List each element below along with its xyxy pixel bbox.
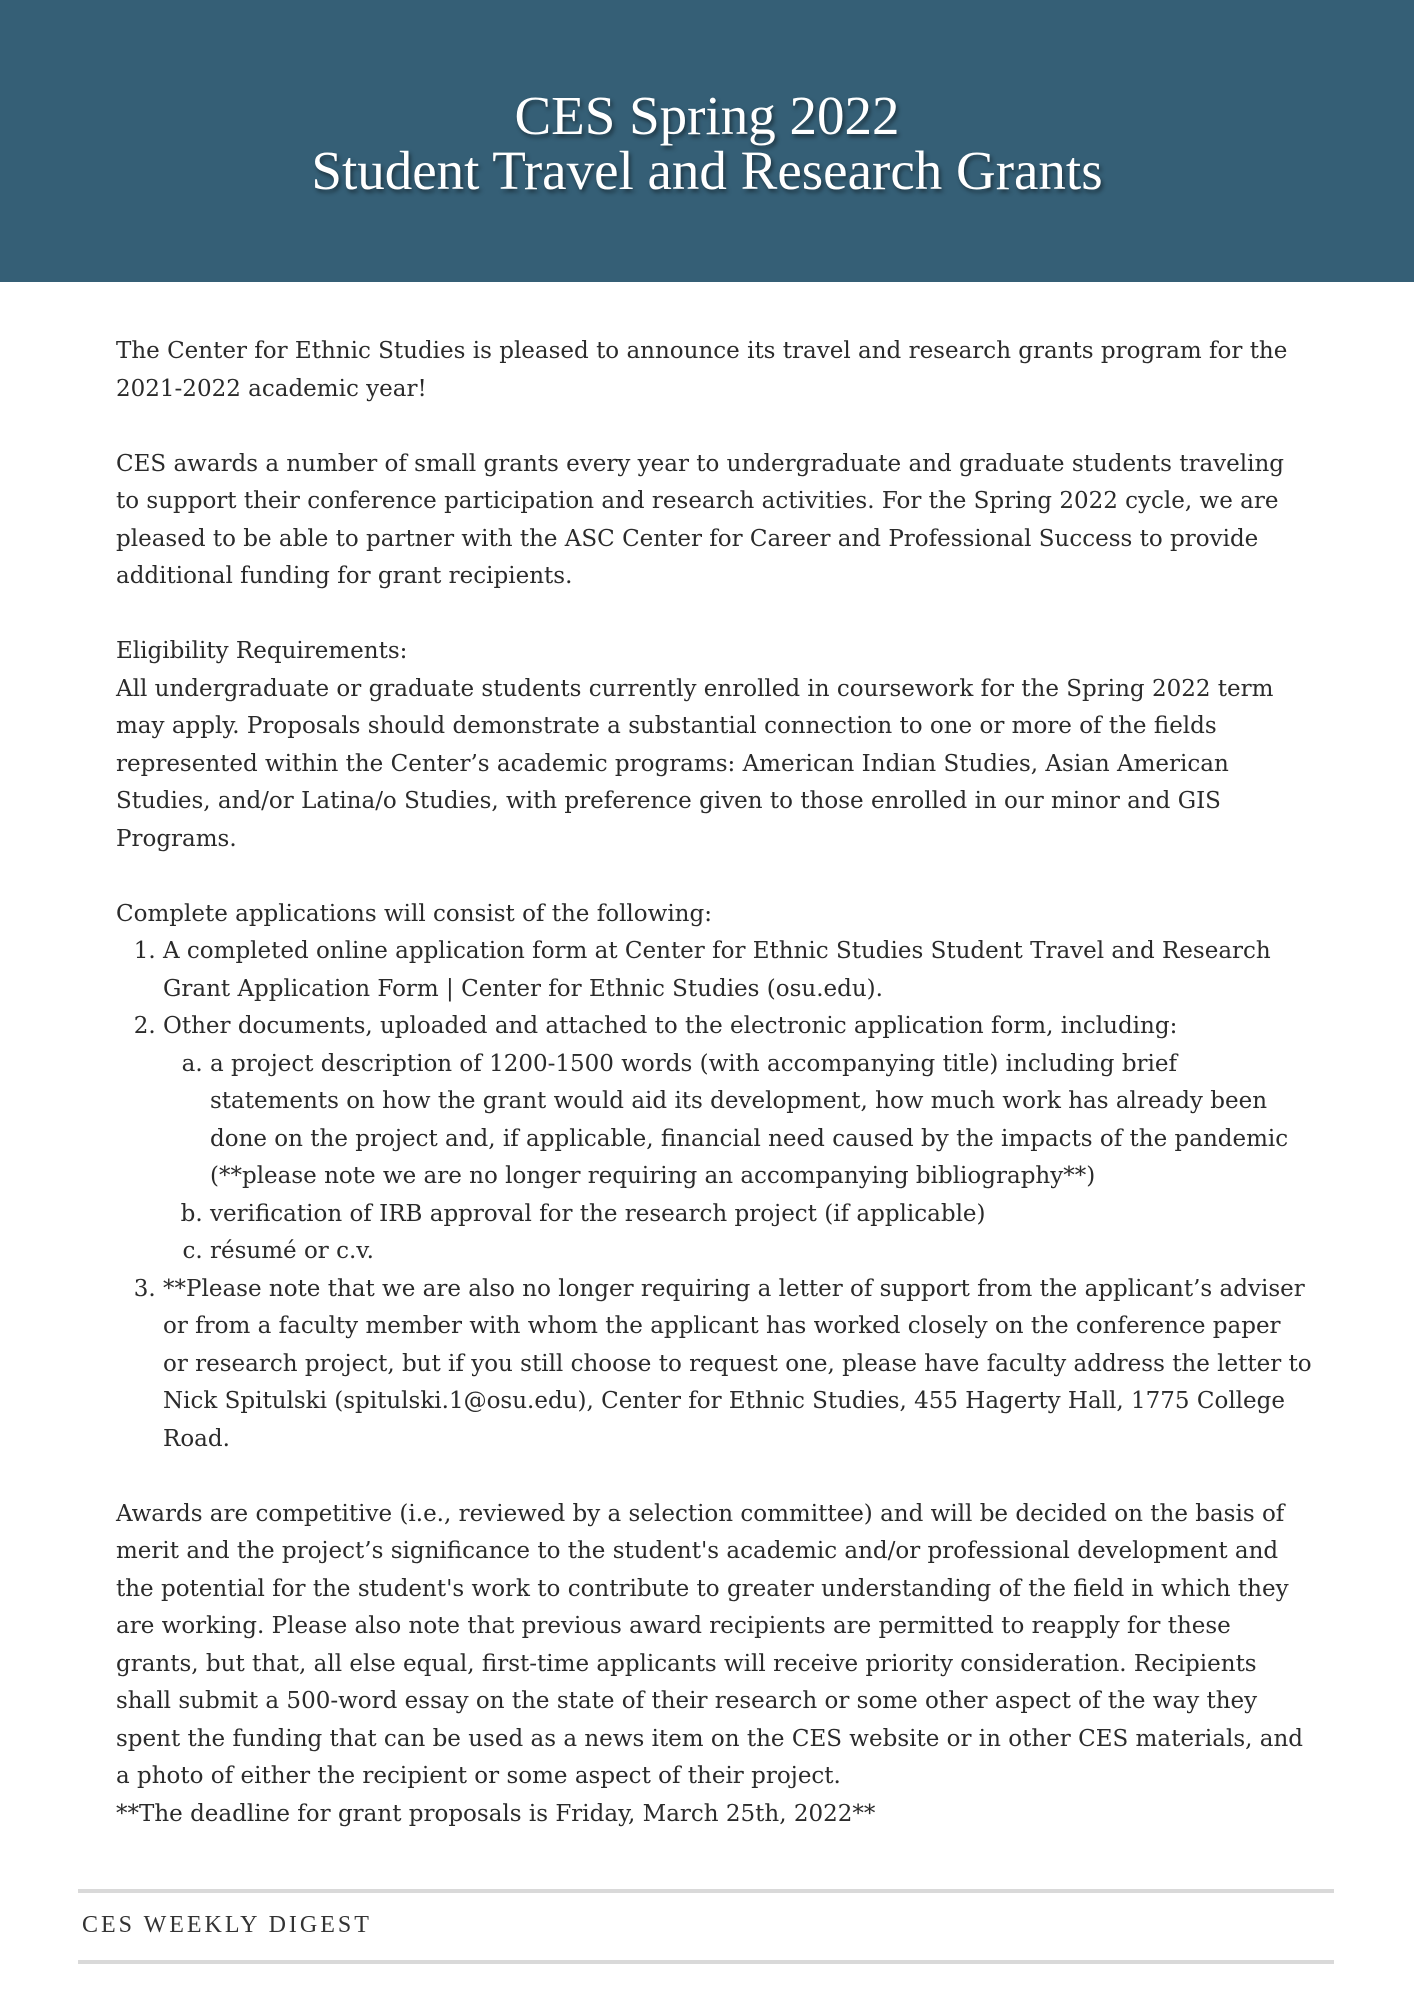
sub-list-item — [210, 1233, 1312, 1271]
title-line-2: Student Travel and Research Grants — [311, 140, 1103, 201]
sub-list-item-text: résumé or c.v. — [210, 1238, 374, 1264]
competitive-paragraph: Awards are competitive (i.e., reviewed by a selection committee) and will be decided on the basis of merit and the project’s significance to the student's academic and/or professional development and the potential for the student's work to contribute to greater understanding of the field in which they are working. Please also note that previous award recipients are permitted to reapply for these grants, but that, all else equal, first-time applicants will receive priority consideration. Recipients shall submit a 500-word essay on the state of their research or some other aspect of the way they spent the funding that can be used as a news item on the CES website or in other CES materials, and a photo of either the recipient or some aspect of their project. — [116, 1500, 1304, 1789]
sub-list-item-text: a project description of 1200-1500 words (with accompanying title) including brief statements on how the grant would aid its development, how much work has already been done on the project and, if applicable, financial need caused by the impacts of the pandemic (**please note we are no longer requiring an accompanying bibliography**) — [210, 1050, 1289, 1189]
requirements-list — [116, 933, 1312, 1458]
sub-list — [163, 1046, 1312, 1271]
eligibility-heading: Eligibility Requirements: — [116, 638, 408, 664]
footer-divider-bottom — [78, 1960, 1334, 1964]
intro-paragraph: The Center for Ethnic Studies is pleased to announce its travel and research grants program for the 2021-2022 academic year! — [116, 338, 1288, 402]
list-item-text: A completed online application form at Center for Ethnic Studies Student Travel and Research Grant Application Form | Center for Ethnic Studies (osu.edu). — [163, 938, 1271, 1002]
list-item-text: **Please note that we are also no longer requiring a letter of support from the applicant’s adviser or from a faculty member with whom the applicant has worked closely on the conference paper or research project, but if you still choose to request one, please have faculty address the letter to Nick Spitulski (spitulski.1@osu.edu), Center for Ethnic Studies, 455 Hagerty Hall, 1775 College Road. — [163, 1275, 1312, 1452]
list-item — [163, 933, 1312, 1008]
footer-divider-top — [78, 1889, 1334, 1893]
list-item — [163, 1008, 1312, 1271]
title-line-1: CES Spring 2022 — [514, 85, 900, 146]
deadline-text: **The deadline for grant proposals is Friday, March 25th, 2022** — [116, 1800, 876, 1827]
applications-heading: Complete applications will consist of the following: — [116, 900, 712, 927]
footer-label: CES WEEKLY DIGEST — [82, 1912, 372, 1938]
awards-paragraph: CES awards a number of small grants every year to undergraduate and graduate students traveling to support their conference participation and research activities. For the Spring 2022 cycle, we are pleased to be able to partner with the ASC Center for Career and Professional Success to provide additional funding for grant recipients. — [116, 450, 1285, 589]
eligibility-paragraph: All undergraduate or graduate students currently enrolled in coursework for the Spring 2022 term may apply. Proposals should demonstrate a substantial connection to one or more of the fields represented within the Center’s academic programs: American Indian Studies, Asian American Studies, and/or Latina/o Studies, with preference given to those enrolled in our minor and GIS Programs. — [116, 675, 1274, 852]
list-item — [163, 1271, 1312, 1459]
header-banner — [0, 0, 1414, 282]
list-item-text: Other documents, uploaded and attached to the electronic application form, including: — [163, 1013, 1178, 1039]
sub-list-item — [210, 1196, 1312, 1234]
page-title — [0, 85, 1414, 201]
sub-list-item — [210, 1046, 1312, 1196]
announcement-body — [116, 333, 1312, 1833]
sub-list-item-text: verification of IRB approval for the research project (if applicable) — [210, 1200, 986, 1227]
